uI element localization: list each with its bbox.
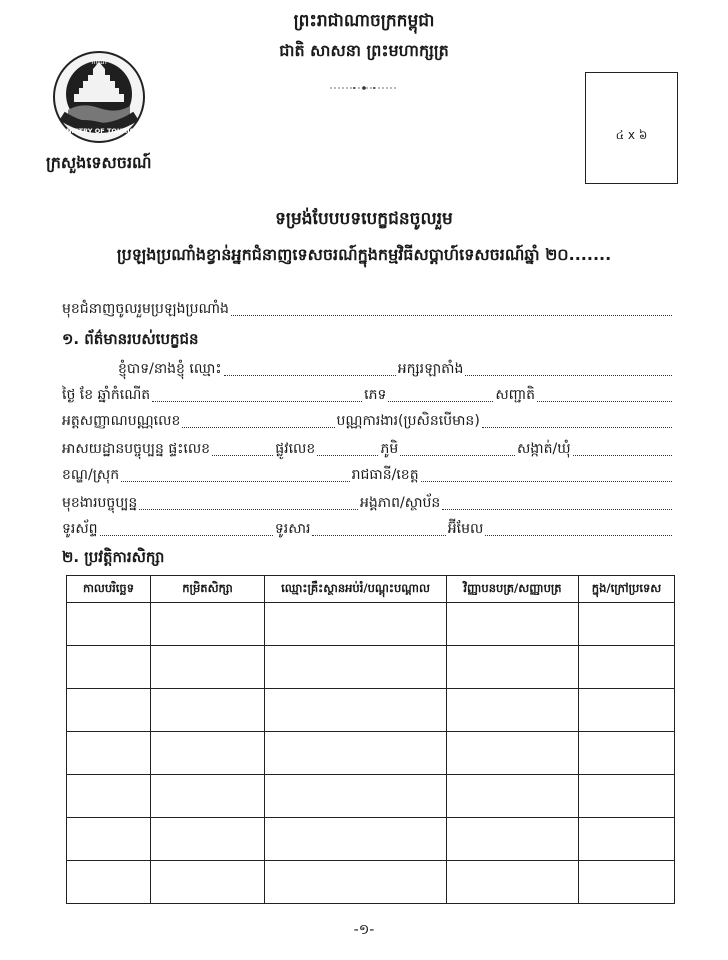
col-level: កម្រិតសិក្សា: [151, 576, 265, 603]
street-label: ផ្លូវលេខ: [275, 441, 316, 457]
table-cell[interactable]: [579, 646, 675, 689]
table-cell[interactable]: [447, 775, 579, 818]
occupation-row: [62, 300, 674, 320]
table-cell[interactable]: [447, 818, 579, 861]
id-row: [62, 412, 674, 432]
village-label: ភូមិ: [380, 441, 399, 457]
province-field[interactable]: [421, 481, 672, 482]
table-cell[interactable]: [579, 818, 675, 861]
col-location: ក្នុង/ក្រៅប្រទេស: [579, 576, 675, 603]
table-row: [67, 775, 675, 818]
table-cell[interactable]: [67, 818, 151, 861]
contact-row: [62, 520, 674, 540]
photo-box: [585, 72, 678, 184]
table-cell[interactable]: [67, 732, 151, 775]
table-row: [67, 646, 675, 689]
dob-label: ថ្ងៃ ខែ ឆ្នាំកំណើត: [62, 387, 151, 403]
position-row: [62, 494, 674, 514]
fax-field[interactable]: [312, 535, 445, 536]
education-table-body: [67, 603, 675, 904]
col-date: កាលបរិច្ឆេទ: [67, 576, 151, 603]
table-row: [67, 689, 675, 732]
district-row: [62, 466, 674, 486]
motto-heading: ជាតិ សាសនា ព្រះមហាក្សត្រ: [279, 41, 449, 60]
table-cell[interactable]: [265, 646, 447, 689]
dob-field[interactable]: [152, 401, 362, 402]
latin-name-label: អក្សរឡាតាំង: [397, 361, 464, 377]
logo-top-text: កម្ពុជា: [91, 58, 107, 66]
table-cell[interactable]: [265, 689, 447, 732]
email-label: អ៊ីមែល: [447, 521, 484, 537]
form-title: ទម្រង់បែបបទបេក្ខជនចូលរួម: [275, 209, 453, 229]
table-row: [67, 818, 675, 861]
ministry-name: ក្រសួងទេសចរណ៍: [46, 153, 152, 172]
table-cell[interactable]: [265, 603, 447, 646]
name-row: [118, 360, 674, 380]
work-license-label: បណ្ណការងារ(ប្រសិនបើមាន): [336, 413, 480, 429]
work-license-field[interactable]: [482, 427, 672, 428]
table-cell[interactable]: [447, 732, 579, 775]
occupation-field[interactable]: [231, 315, 672, 316]
village-field[interactable]: [400, 455, 515, 456]
table-cell[interactable]: [67, 689, 151, 732]
col-certificate: វិញ្ញាបនបត្រ/សញ្ញាបត្រ: [447, 576, 579, 603]
table-row: [67, 603, 675, 646]
page-number: -១-: [353, 922, 375, 938]
occupation-label: មុខជំនាញចូលរួមប្រឡងប្រណាំង: [62, 301, 229, 317]
table-cell[interactable]: [265, 732, 447, 775]
table-cell[interactable]: [579, 603, 675, 646]
table-cell[interactable]: [151, 603, 265, 646]
dob-row: [62, 386, 674, 406]
organization-label: អង្គភាព/ស្ថាប័ន: [360, 495, 441, 511]
table-cell[interactable]: [579, 732, 675, 775]
table-cell[interactable]: [447, 689, 579, 732]
position-label: មុខងារបច្ចុប្បន្ន: [62, 495, 138, 511]
latin-name-field[interactable]: [465, 375, 672, 376]
table-cell[interactable]: [447, 861, 579, 904]
id-card-label: អត្តសញ្ញាណបណ្ណលេខ: [62, 413, 181, 429]
table-cell[interactable]: [447, 646, 579, 689]
photo-size-label: ៤ x ៦: [615, 128, 648, 142]
table-cell[interactable]: [265, 818, 447, 861]
table-cell[interactable]: [579, 689, 675, 732]
position-field[interactable]: [139, 509, 358, 510]
table-cell[interactable]: [151, 775, 265, 818]
section2-title: ២. ប្រវត្តិការសិក្សា: [62, 548, 165, 566]
district-label: ខណ្ឌ/ស្រុក: [62, 467, 120, 483]
table-row: [67, 732, 675, 775]
district-field[interactable]: [121, 481, 350, 482]
section1-title: ១. ព័ត៌មានរបស់បេក្ខជន: [62, 330, 199, 348]
address-row: [62, 440, 674, 460]
house-number-field[interactable]: [212, 455, 273, 456]
col-institution: ឈ្មោះគ្រឹះស្ថានអប់រំ/បណ្តុះបណ្តាល: [265, 576, 447, 603]
table-cell[interactable]: [265, 775, 447, 818]
table-cell[interactable]: [579, 775, 675, 818]
table-cell[interactable]: [67, 775, 151, 818]
table-cell[interactable]: [67, 861, 151, 904]
province-label: រាជធានី/ខេត្ត: [351, 467, 419, 483]
ornament-divider: [330, 84, 398, 92]
table-cell[interactable]: [151, 732, 265, 775]
table-cell[interactable]: [579, 861, 675, 904]
phone-field[interactable]: [100, 535, 273, 536]
sex-label: ភេទ: [364, 387, 387, 403]
table-cell[interactable]: [265, 861, 447, 904]
table-cell[interactable]: [151, 861, 265, 904]
table-cell[interactable]: [151, 689, 265, 732]
form-subtitle: ប្រឡងប្រណាំងខ្វាន់អ្នកជំនាញទេសចរណ៍ក្នុងកម្មវិធីសប្ដាហ៍ទេសចរណ៍ឆ្នាំ ២០.......: [116, 245, 612, 264]
table-cell[interactable]: [151, 646, 265, 689]
nationality-label: សញ្ជាតិ: [495, 387, 536, 403]
nationality-field[interactable]: [537, 401, 672, 402]
ministry-logo: [52, 50, 146, 144]
commune-label: សង្កាត់/ឃុំ: [516, 441, 571, 457]
sex-field[interactable]: [388, 401, 493, 402]
kingdom-heading: ព្រះរាជាណាចក្រកម្ពុជា: [293, 11, 435, 31]
education-table: [66, 575, 675, 904]
logo-bottom-text: MINISTRY OF TOURISM: [57, 127, 141, 135]
table-cell[interactable]: [67, 646, 151, 689]
address-label: អាសយដ្ឋានបច្ចុប្បន្ន ផ្ទះលេខ: [62, 441, 211, 457]
name-field[interactable]: [224, 375, 396, 376]
table-cell[interactable]: [447, 603, 579, 646]
table-row: [67, 861, 675, 904]
organization-field[interactable]: [442, 509, 672, 510]
id-card-field[interactable]: [182, 427, 334, 428]
fax-label: ទូរសារ: [274, 521, 311, 537]
education-header-row: [67, 576, 675, 603]
table-cell[interactable]: [67, 603, 151, 646]
phone-label: ទូរស័ព្ទ: [62, 521, 98, 537]
table-cell[interactable]: [151, 818, 265, 861]
email-field[interactable]: [485, 535, 672, 536]
name-label: ខ្ញុំបាទ/នាងខ្ញុំ ឈ្មោះ: [118, 361, 222, 377]
commune-field[interactable]: [573, 455, 672, 456]
street-field[interactable]: [317, 455, 378, 456]
